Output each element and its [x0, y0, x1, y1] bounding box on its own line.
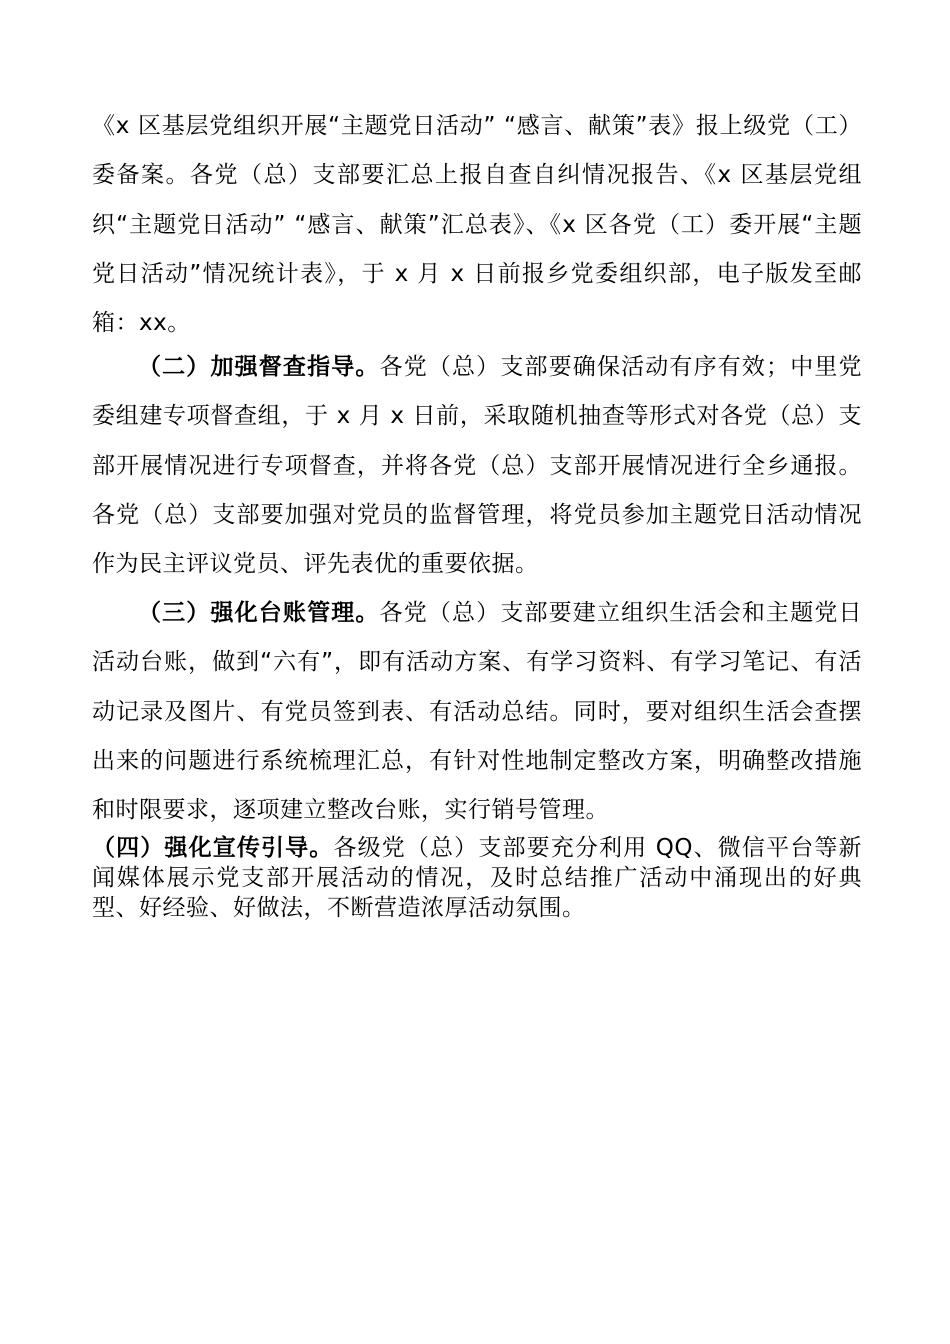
paragraph-supervision	[92, 343, 862, 589]
section-body-4: 各级党（总）支部要充分利用 QQ、微信平台等新闻媒体展示党支部开展活动的情况，及时总结推广活动中涌现出的好典型、好经验、好做法，不断营造浓厚活动氛围。	[92, 835, 862, 921]
section-body-3: 各党（总）支部要建立组织生活会和主题党日活动台账，做到“六有”，即有活动方案、有学习资料、有学习笔记、有活动记录及图片、有党员签到表、有活动总结。同时，要对组织生活会查摆出来的问题进行系统梳理汇总，有针对性地制定整改方案，明确整改措施和时限要求，逐项建立整改台账，实行销号管理。	[92, 600, 863, 824]
section-heading-4: （四）强化宣传引导。	[92, 835, 334, 861]
paragraph-1-text: 《x 区基层党组织开展“主题党日活动” “感言、献策”表》报上级党（工）委备案。各党（总）支部要汇总上报自查自纠情况报告、《x 区基层党组织“主题党日活动” “感言、献策”汇总表》、《x 区各党（工）委开展“主题党日活动”情况统计表》，于 x 月 x 日前报乡党委组织部，电子版发至邮箱：xx。	[92, 113, 862, 337]
section-body-2: 各党（总）支部要确保活动有序有效；中里党委组建专项督查组，于 x 月 x 日前，采取随机抽查等形式对各党（总）支部开展情况进行专项督查，并将各党（总）支部开展情况进行全乡通报。各党（总）支部要加强对党员的监督管理，将党员参加主题党日活动情况作为民主评议党员、评先表优的重要依据。	[92, 354, 863, 578]
text-block-1	[92, 102, 862, 348]
text-block-4	[92, 833, 862, 923]
paragraph-continuation	[92, 102, 862, 348]
section-heading-2: （二）加强督查指导。	[138, 354, 380, 380]
text-block-3	[92, 589, 862, 835]
text-block-2	[92, 343, 862, 589]
paragraph-ledger	[92, 589, 862, 835]
paragraph-publicity	[92, 833, 862, 923]
section-heading-3: （三）强化台账管理。	[138, 600, 380, 626]
